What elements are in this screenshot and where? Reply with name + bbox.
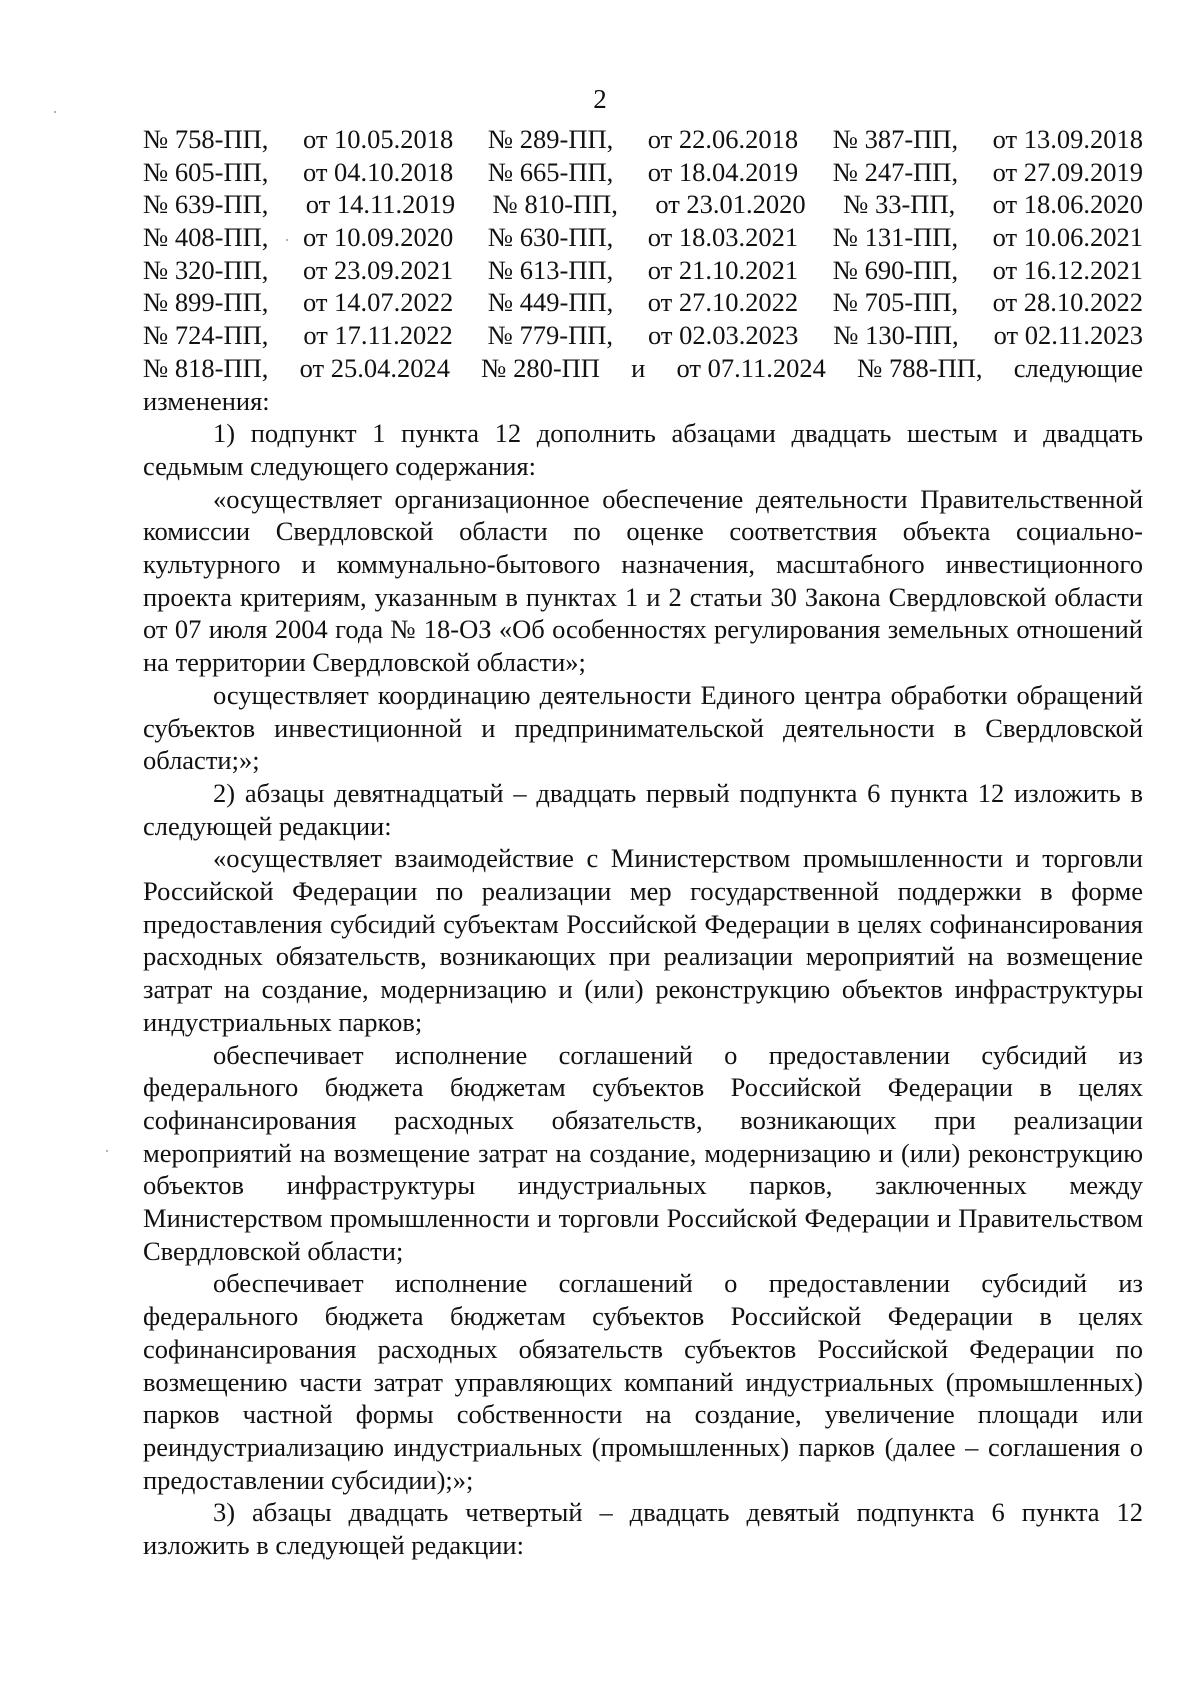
registry-number: № 131-ПП, [832, 222, 959, 253]
registry-number: № 639-ПП, [143, 189, 269, 220]
registry-line [143, 123, 1143, 156]
registry-number: № 690-ПП, [832, 254, 959, 285]
registry-date: от 10.05.2018 [302, 124, 454, 154]
paragraph: обеспечивает исполнение соглашений о предоставлении субсидий из федерального бюджета бюджетам субъектов Российской Федерации в целях софинансирования расходных обязательств, возникающих при реализации мероприятий на возмещение затрат на создание, модернизацию и (или) реконструкцию объектов инфраструктуры индустриальных парков, заключенных между Министерством промышленности и торговли Российской Федерации и Правительством Свердловской области; [143, 1039, 1143, 1266]
registry-line [143, 254, 1143, 287]
registry-number: № 788-ПП, [857, 352, 983, 383]
scan-speck [286, 239, 288, 241]
registry-date: от 27.09.2019 [992, 156, 1143, 187]
registry-date: от 14.11.2019 [305, 189, 456, 220]
registry-tail: изменения: [143, 385, 270, 416]
scan-speck [54, 111, 56, 113]
registry-date: от 18.06.2020 [992, 189, 1143, 220]
registry-date: от 18.03.2021 [647, 222, 799, 253]
paragraph-quote: «осуществляет организационное обеспечение деятельности Правительственной комиссии Свердловской области по оценке соответствия объекта социально-культурного и коммунально-бытового назначения, масштабного инвестиционного проекта критериям, указанным в пунктах 1 и 2 статьи 30 Закона Свердловской области от 07 июля 2004 года № 18-ОЗ «Об особенностях регулирования земельных отношений на территории Свердловской области»; [143, 483, 1143, 678]
registry-number: № 33-ПП, [843, 189, 956, 220]
registry-date: от 21.10.2021 [647, 254, 799, 285]
registry-word: следующие [1013, 352, 1143, 383]
registry-line [143, 352, 1143, 385]
registry-number: № 899-ПП, [143, 287, 269, 318]
registry-number: № 449-ПП, [487, 287, 614, 318]
registry-number: № 320-ПП, [143, 254, 269, 285]
registry-date: от 02.03.2023 [647, 320, 799, 351]
registry-number: № 758-ПП, [143, 124, 269, 154]
scan-speck [106, 1150, 108, 1152]
registry-date: от 10.09.2020 [302, 222, 454, 253]
registry-date: от 10.06.2021 [992, 222, 1143, 253]
registry-date: от 04.10.2018 [302, 156, 454, 187]
registry-line [143, 188, 1143, 221]
registry-date: от 18.04.2019 [647, 156, 799, 187]
paragraph-item-3: 3) абзацы двадцать четвертый – двадцать девятый подпункта 6 пункта 12 изложить в следующей редакции: [143, 1497, 1143, 1561]
registry-number: № 613-ПП, [487, 254, 614, 285]
registry-date: от 23.09.2021 [302, 254, 454, 285]
registry-date: от 16.12.2021 [992, 254, 1143, 285]
registry-number: № 818-ПП, [143, 352, 269, 383]
registry-date: от 14.07.2022 [302, 287, 454, 318]
registry-line [143, 286, 1143, 319]
registry-number: № 289-ПП, [487, 124, 614, 154]
document-body [143, 123, 1143, 1562]
registry-number: № 387-ПП, [832, 124, 959, 154]
registry-date: от 02.11.2023 [993, 320, 1143, 351]
registry-number: № 130-ПП, [833, 320, 959, 351]
registry-number: № 280-ПП [481, 352, 600, 383]
registry-number: № 779-ПП, [487, 320, 614, 351]
page-number: 2 [593, 84, 607, 114]
paragraph: обеспечивает исполнение соглашений о предоставлении субсидий из федерального бюджета бюджетам субъектов Российской Федерации в целях софинансирования расходных обязательств субъектов Российской Федерации по возмещению части затрат управляющих компаний индустриальных (промышленных) парков частной формы собственности на создание, увеличение площади или реиндустриализацию индустриальных (промышленных) парков (далее – соглашения о предоставлении субсидии);»; [143, 1268, 1143, 1495]
registry-number: № 705-ПП, [832, 287, 959, 318]
registry-date: от 22.06.2018 [647, 124, 799, 154]
registry-number: № 810-ПП, [492, 189, 618, 220]
paragraph: осуществляет координацию деятельности Единого центра обработки обращений субъектов инвестиционной и предпринимательской деятельности в Свердловской области;»; [143, 679, 1143, 776]
registry-number: № 724-ПП, [143, 320, 269, 351]
registry-number: № 408-ПП, [143, 222, 269, 253]
registry-line [143, 319, 1143, 352]
registry-number: № 665-ПП, [487, 156, 614, 187]
paragraph-item-2: 2) абзацы девятнадцатый – двадцать первый подпункта 6 пункта 12 изложить в следующей редакции: [143, 777, 1143, 841]
registry-line [143, 156, 1143, 189]
registry-date: от 13.09.2018 [992, 124, 1143, 154]
registry-date: от 27.10.2022 [647, 287, 799, 318]
registry-number: № 605-ПП, [143, 156, 269, 187]
registry-date: от 07.11.2024 [676, 352, 826, 383]
registry-conjunction: и [631, 352, 646, 383]
registry-date: от 23.01.2020 [655, 189, 806, 220]
registry-line [143, 221, 1143, 254]
registry-number: № 630-ПП, [487, 222, 614, 253]
registry-date: от 28.10.2022 [992, 287, 1143, 318]
paragraph-item-1: 1) подпункт 1 пункта 12 дополнить абзацами двадцать шестым и двадцать седьмым следующего содержания: [143, 418, 1143, 481]
registry-number: № 247-ПП, [832, 156, 959, 187]
registry-date: от 17.11.2022 [303, 320, 453, 351]
paragraph-quote: «осуществляет взаимодействие с Министерством промышленности и торговли Российской Федерации по реализации мер государственной поддержки в форме предоставления субсидий субъектам Российской Федерации в целях софинансирования расходных обязательств, возникающих при реализации мероприятий на возмещение затрат на создание, модернизацию и (или) реконструкцию объектов инфраструктуры индустриальных парков; [143, 843, 1143, 1037]
registry-date: от 25.04.2024 [299, 352, 450, 383]
